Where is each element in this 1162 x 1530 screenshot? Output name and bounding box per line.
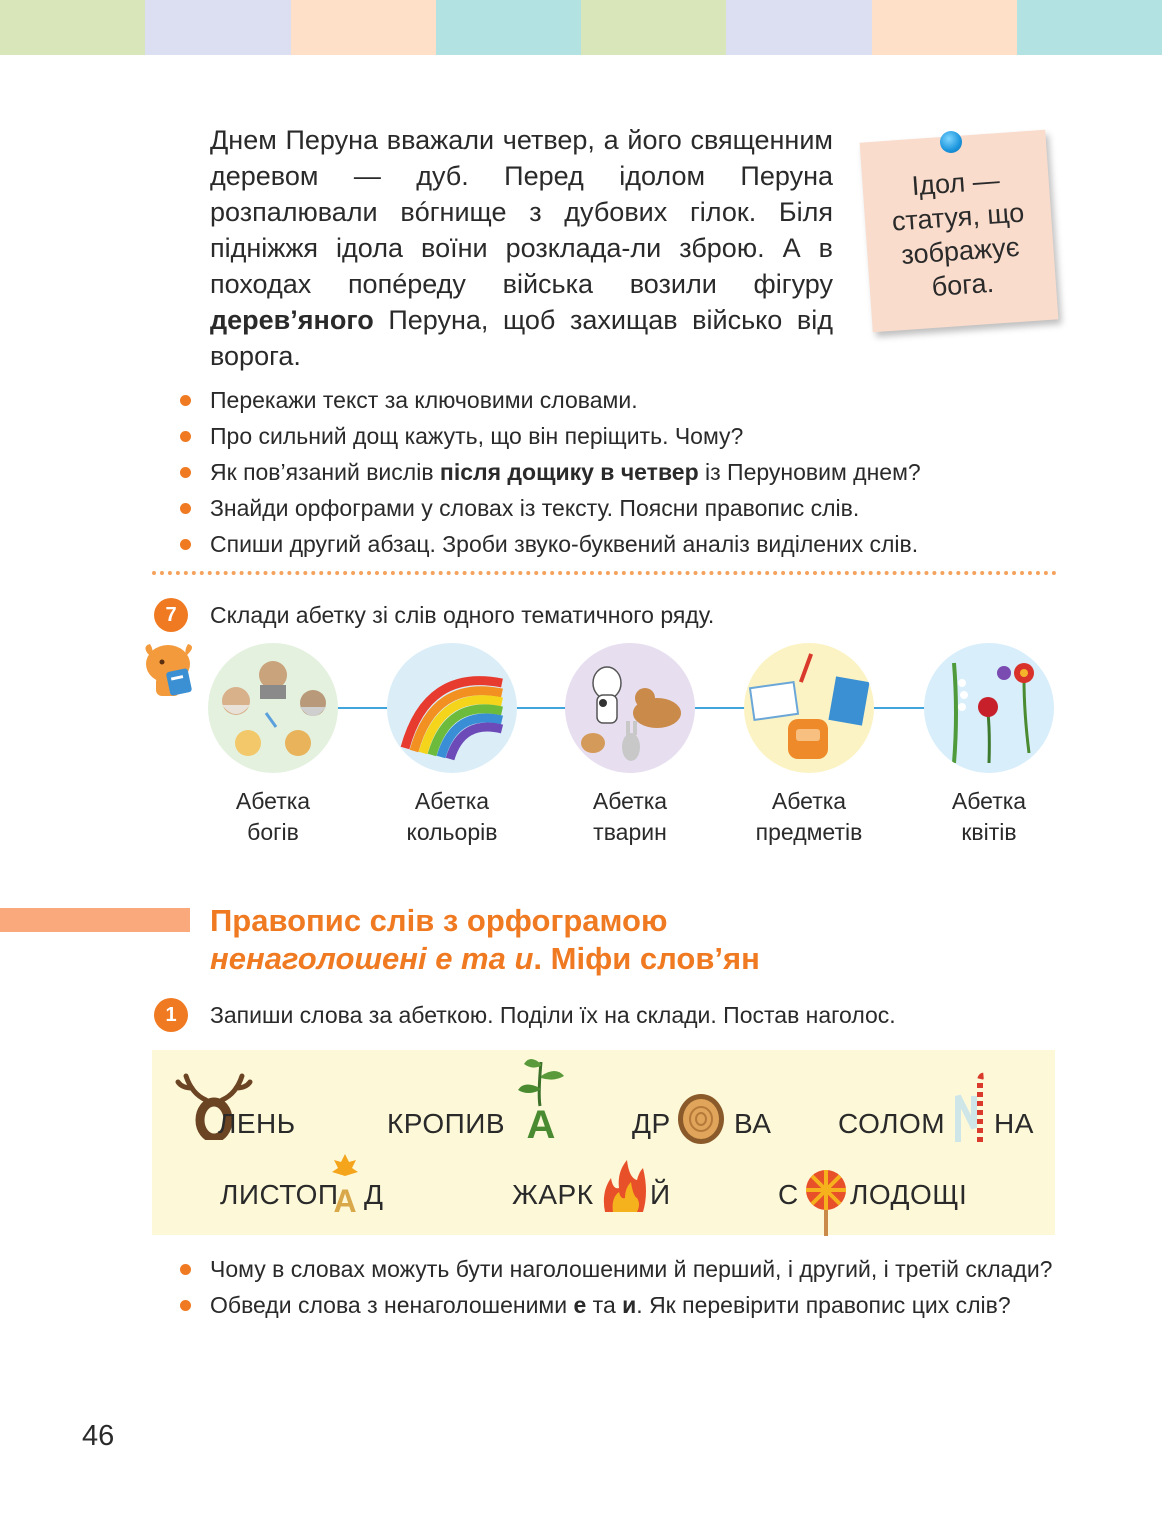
mascot-icon	[138, 640, 200, 702]
bullet-icon	[180, 1300, 191, 1311]
svg-text:A: A	[526, 1103, 556, 1142]
word-text: ВА	[734, 1108, 772, 1139]
word-text: ЛОДОЩІ	[850, 1179, 968, 1210]
question-item: Знайди орфограми у словах із тексту. Поясни правопис слів.	[180, 493, 1060, 529]
task-text: Склади абетку зі слів одного тематичного ряду.	[210, 602, 715, 628]
top-color-segment	[1017, 0, 1162, 55]
word-text: С	[778, 1179, 799, 1210]
leaf-a-icon	[328, 1150, 362, 1214]
word-text: СОЛОМ	[838, 1108, 946, 1139]
alphabet-label: Абетка квітів	[951, 788, 1027, 845]
alphabet-label: Абетка тварин	[592, 788, 668, 845]
word-text: НА	[994, 1108, 1034, 1139]
alphabet-label: Абетка кольорів	[406, 788, 498, 845]
word-text: КРОПИВ	[387, 1108, 506, 1139]
task-number-badge: 7	[154, 598, 188, 632]
top-color-segment	[291, 0, 436, 55]
lollipop-o-icon	[804, 1168, 848, 1236]
page-number: 46	[82, 1420, 115, 1452]
question-item: Обведи слова з ненаголошеними е та и. Як перевірити правопис цих слів?	[180, 1290, 1060, 1320]
word-text: ДР	[632, 1108, 671, 1139]
questions-list	[180, 385, 1060, 565]
note-line: Ідол —	[910, 165, 1001, 202]
section-accent-bar	[0, 908, 190, 932]
alphabet-label: Абетка предметів	[755, 788, 863, 845]
definition-note	[860, 130, 1059, 333]
bullet-icon	[180, 467, 191, 478]
task-text: Запиши слова за абеткою. Поділи їх на склади. Постав наголос.	[210, 1002, 896, 1028]
task-number-badge: 1	[154, 998, 188, 1032]
flowers-icon	[924, 643, 1054, 773]
bullet-icon	[180, 431, 191, 442]
word-text: ЖАРК	[512, 1179, 594, 1210]
top-color-bar	[0, 0, 1162, 55]
question-item: Перекажи текст за ключовими словами.	[180, 385, 1060, 421]
question-item: Спиши другий абзац. Зроби звуко-буквений аналіз виділених слів.	[180, 529, 1060, 565]
log-o-icon	[676, 1092, 726, 1146]
note-line: бога.	[930, 267, 995, 303]
note-line: статуя, що	[890, 197, 1026, 237]
bold-word: дерев’яного	[210, 305, 374, 335]
nettle-a-icon	[510, 1054, 572, 1142]
word-text: ЛИСТОП	[220, 1179, 339, 1210]
bullet-icon	[180, 395, 191, 406]
note-line: зображує	[900, 231, 1021, 271]
top-color-segment	[0, 0, 145, 55]
top-color-segment	[872, 0, 1017, 55]
pin-icon	[940, 131, 962, 153]
word-text: ЛЕНЬ	[218, 1108, 296, 1139]
bullet-icon	[180, 503, 191, 514]
dotted-divider	[152, 571, 1057, 575]
svg-text:A: A	[333, 1183, 357, 1214]
words-box	[152, 1050, 1055, 1235]
questions-list	[180, 1254, 1060, 1326]
straw-i-icon	[952, 1072, 992, 1144]
question-item: Про сильний дощ кажуть, що він періщить. Чому?	[180, 421, 1060, 457]
word-text: Д	[364, 1179, 384, 1210]
question-item: Чому в словах можуть бути наголошеними й перший, і другий, і третій склади?	[180, 1254, 1060, 1284]
alphabet-label: Абетка богів	[235, 788, 311, 845]
word-text: Й	[650, 1179, 671, 1210]
main-paragraph: Днем Перуна вважали четвер, а його священним деревом — дуб. Перед ідолом Перуна розпалювали вóгнище з дубових гілок. Біля підніжжя ідола воїни розклада-ли зброю. А в походах попéреду війська возили фігуру дерев’яного Перуна, щоб захищав військо від ворога.	[210, 125, 833, 371]
section-title: Правопис слів з орфограмою ненаголошені е та и. Міфи слов’ян	[210, 903, 760, 976]
top-color-segment	[145, 0, 290, 55]
fire-i-icon	[599, 1158, 649, 1216]
animals-icon	[565, 643, 695, 773]
bullet-icon	[180, 1264, 191, 1275]
gods-icon	[208, 643, 338, 773]
school-items-icon	[744, 643, 874, 773]
bullet-icon	[180, 539, 191, 550]
question-item: Як пов’язаний вислів після дощику в четвер із Перуновим днем?	[180, 457, 1060, 493]
top-color-segment	[726, 0, 871, 55]
rainbow-icon	[387, 643, 517, 773]
top-color-segment	[581, 0, 726, 55]
top-color-segment	[436, 0, 581, 55]
